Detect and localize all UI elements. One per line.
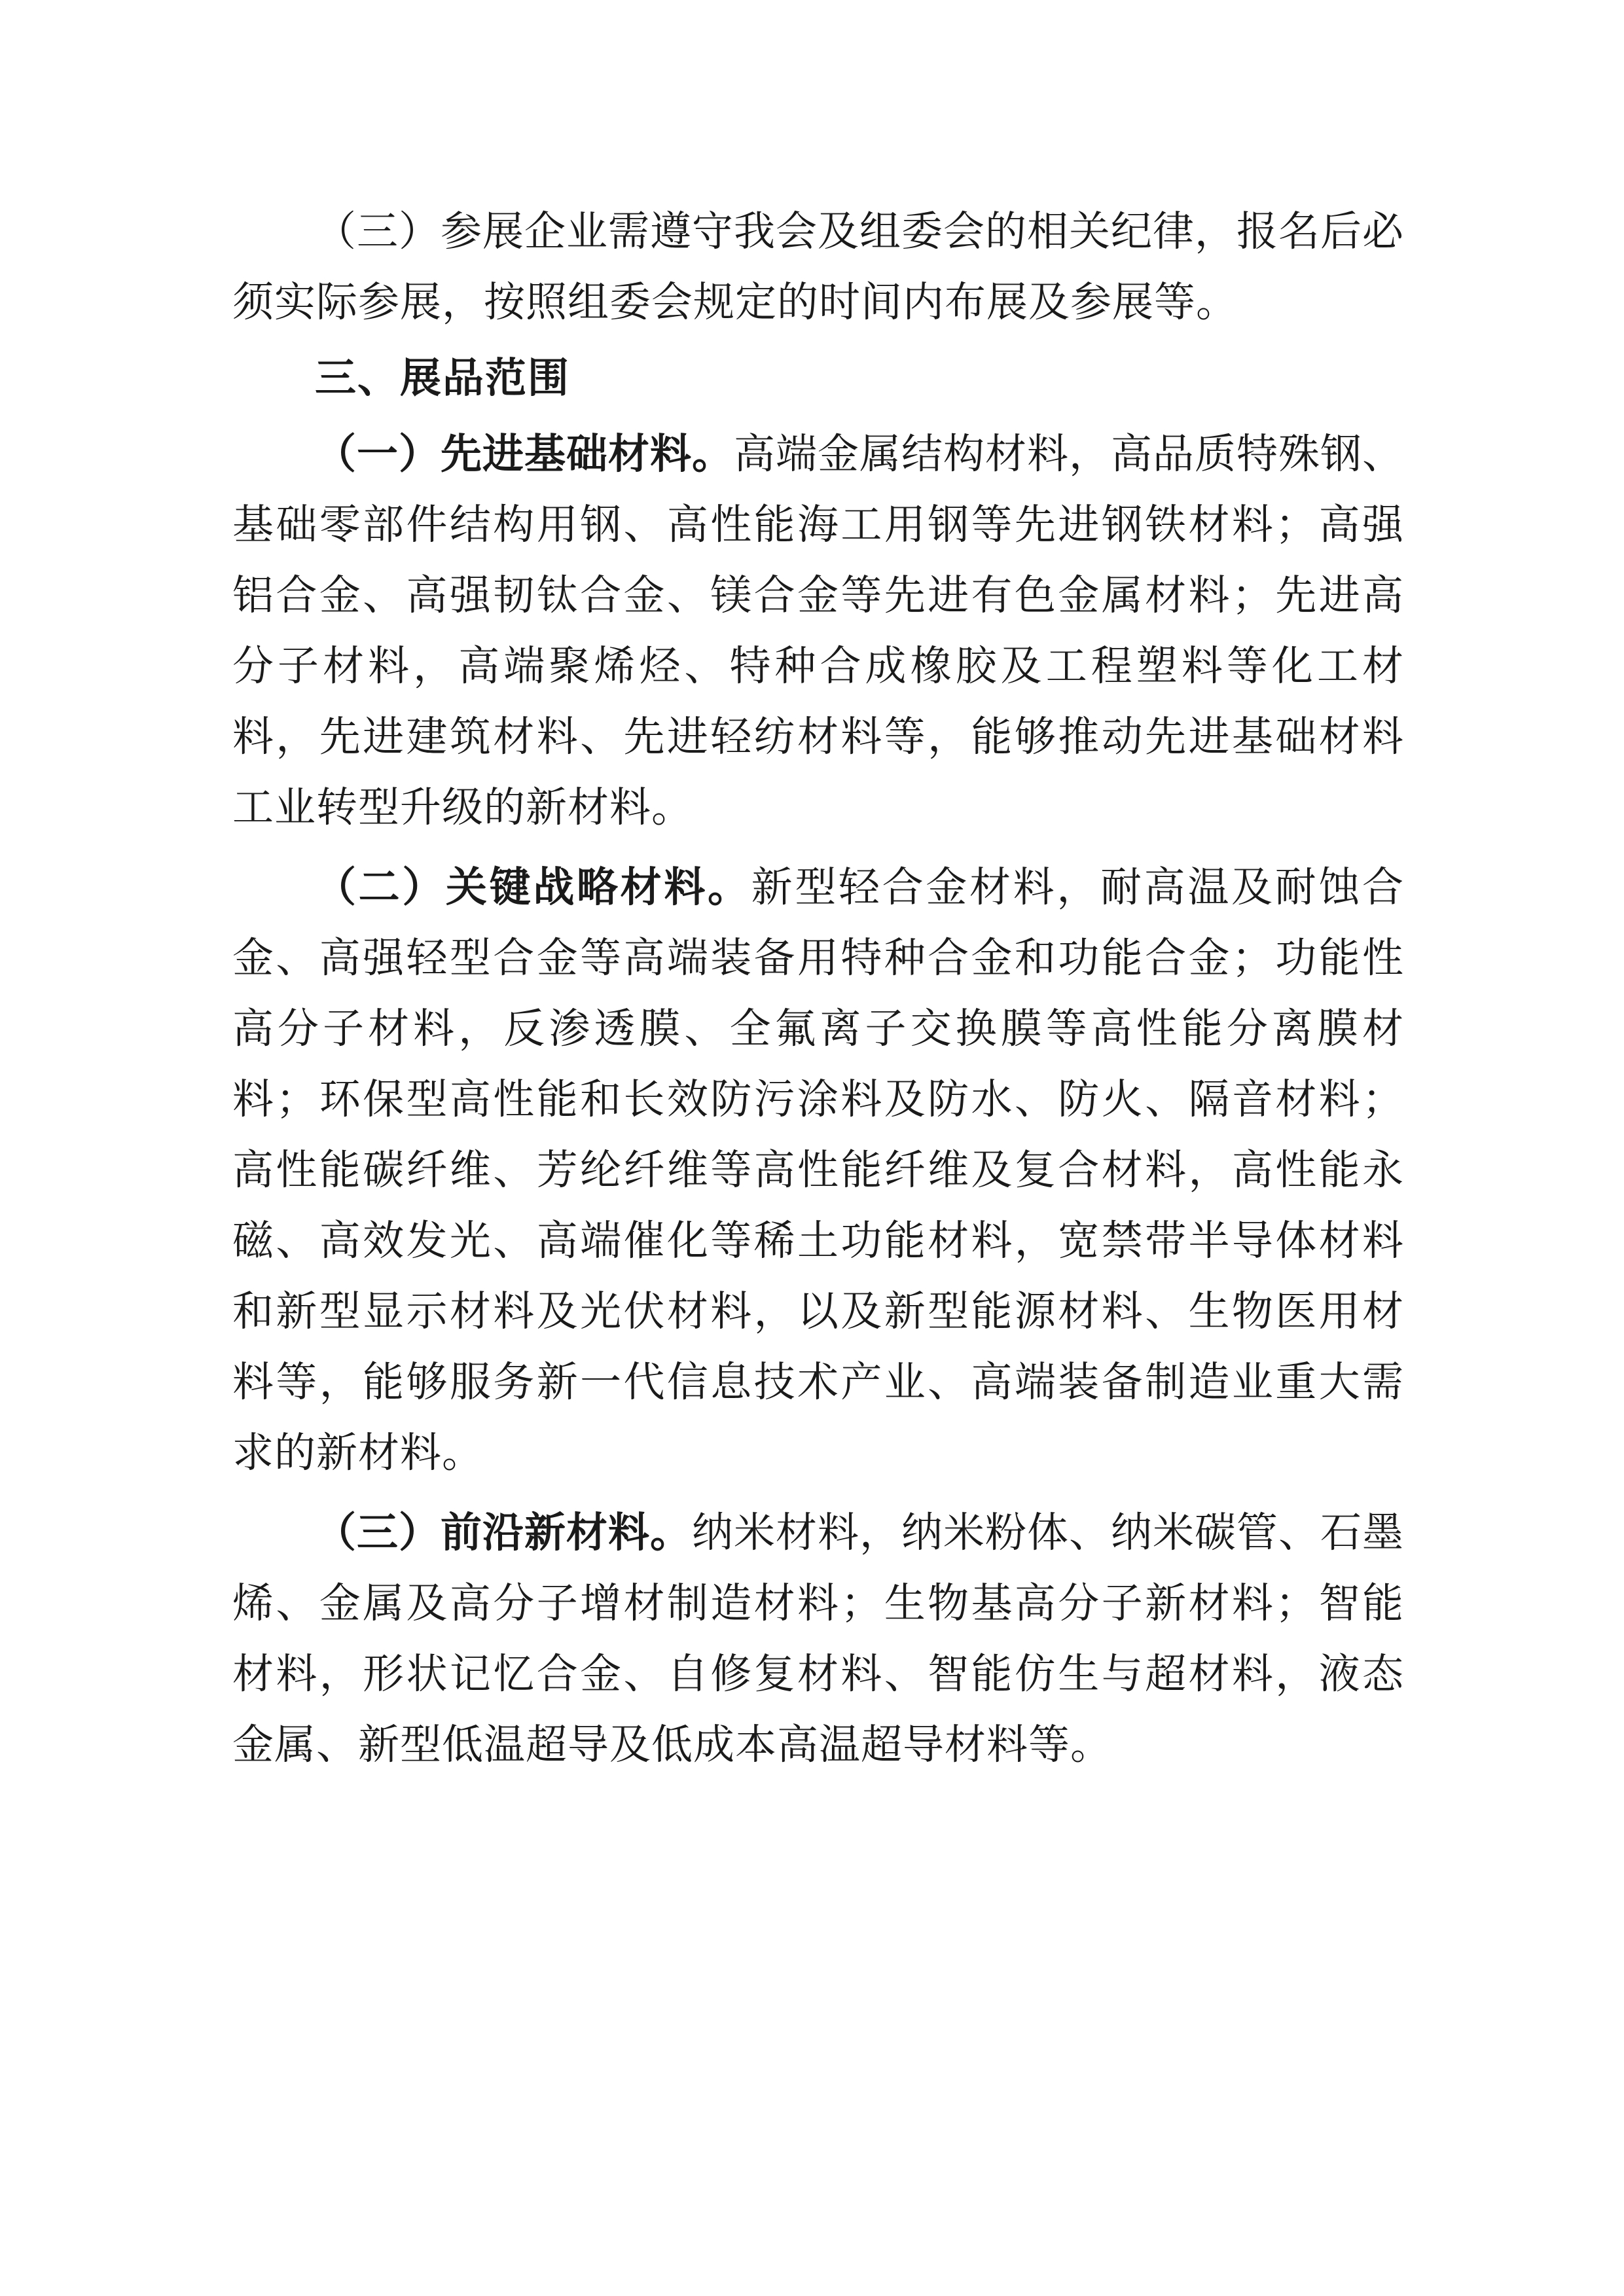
subsection-text-3: 纳米材料，纳米粉体、纳米碳管、石墨烯、金属及高分子增材制造材料；生物基高分子新材料；智能材料，形状记忆合金、自修复材料、智能仿生与超材料，液态金属、新型低温超导及低成本高温超导材料等。: [232, 1510, 1404, 1768]
subsection-text-2: 新型轻合金材料，耐高温及耐蚀合金、高强轻型合金等高端装备用特种合金和功能合金；功能性高分子材料，反渗透膜、全氟离子交换膜等高性能分离膜材料；环保型高性能和长效防污涂料及防水、防火、隔音材料；高性能碳纤维、芳纶纤维等高性能纤维及复合材料，高性能永磁、高效发光、高端催化等稀土功能材料，宽禁带半导体材料和新型显示材料及光伏材料，以及新型能源材料、生物医用材料等，能够服务新一代信息技术产业、高端装备制造业重大需求的新材料。: [232, 865, 1405, 1476]
subsection-title-1: （一）先进基础材料。: [315, 431, 734, 477]
subsection-title-3: （三）前沿新材料。: [315, 1510, 692, 1556]
section-heading-exhibit-scope: 三、展品范围: [315, 355, 570, 401]
paragraph-advanced-basic-materials: [232, 419, 1404, 843]
subsection-text-1: 高端金属结构材料，高品质特殊钢、基础零部件结构用钢、高性能海工用钢等先进钢铁材料；高强铝合金、高强韧钛合金、镁合金等先进有色金属材料；先进高分子材料，高端聚烯烃、特种合成橡胶及工程塑料等化工材料，先进建筑材料、先进轻纺材料等，能够推动先进基础材料工业转型升级的新材料。: [232, 431, 1404, 831]
paragraph-frontier-new-materials: [232, 1498, 1404, 1780]
subsection-title-2: （二）关键战略材料。: [315, 865, 751, 910]
paragraph-item-3: （三）参展企业需遵守我会及组委会的相关纪律，报名后必须实际参展，按照组委会规定的时间内布展及参展等。: [232, 209, 1404, 325]
paragraph-key-strategic-materials: [232, 852, 1404, 1488]
document-body: [232, 196, 1404, 1780]
